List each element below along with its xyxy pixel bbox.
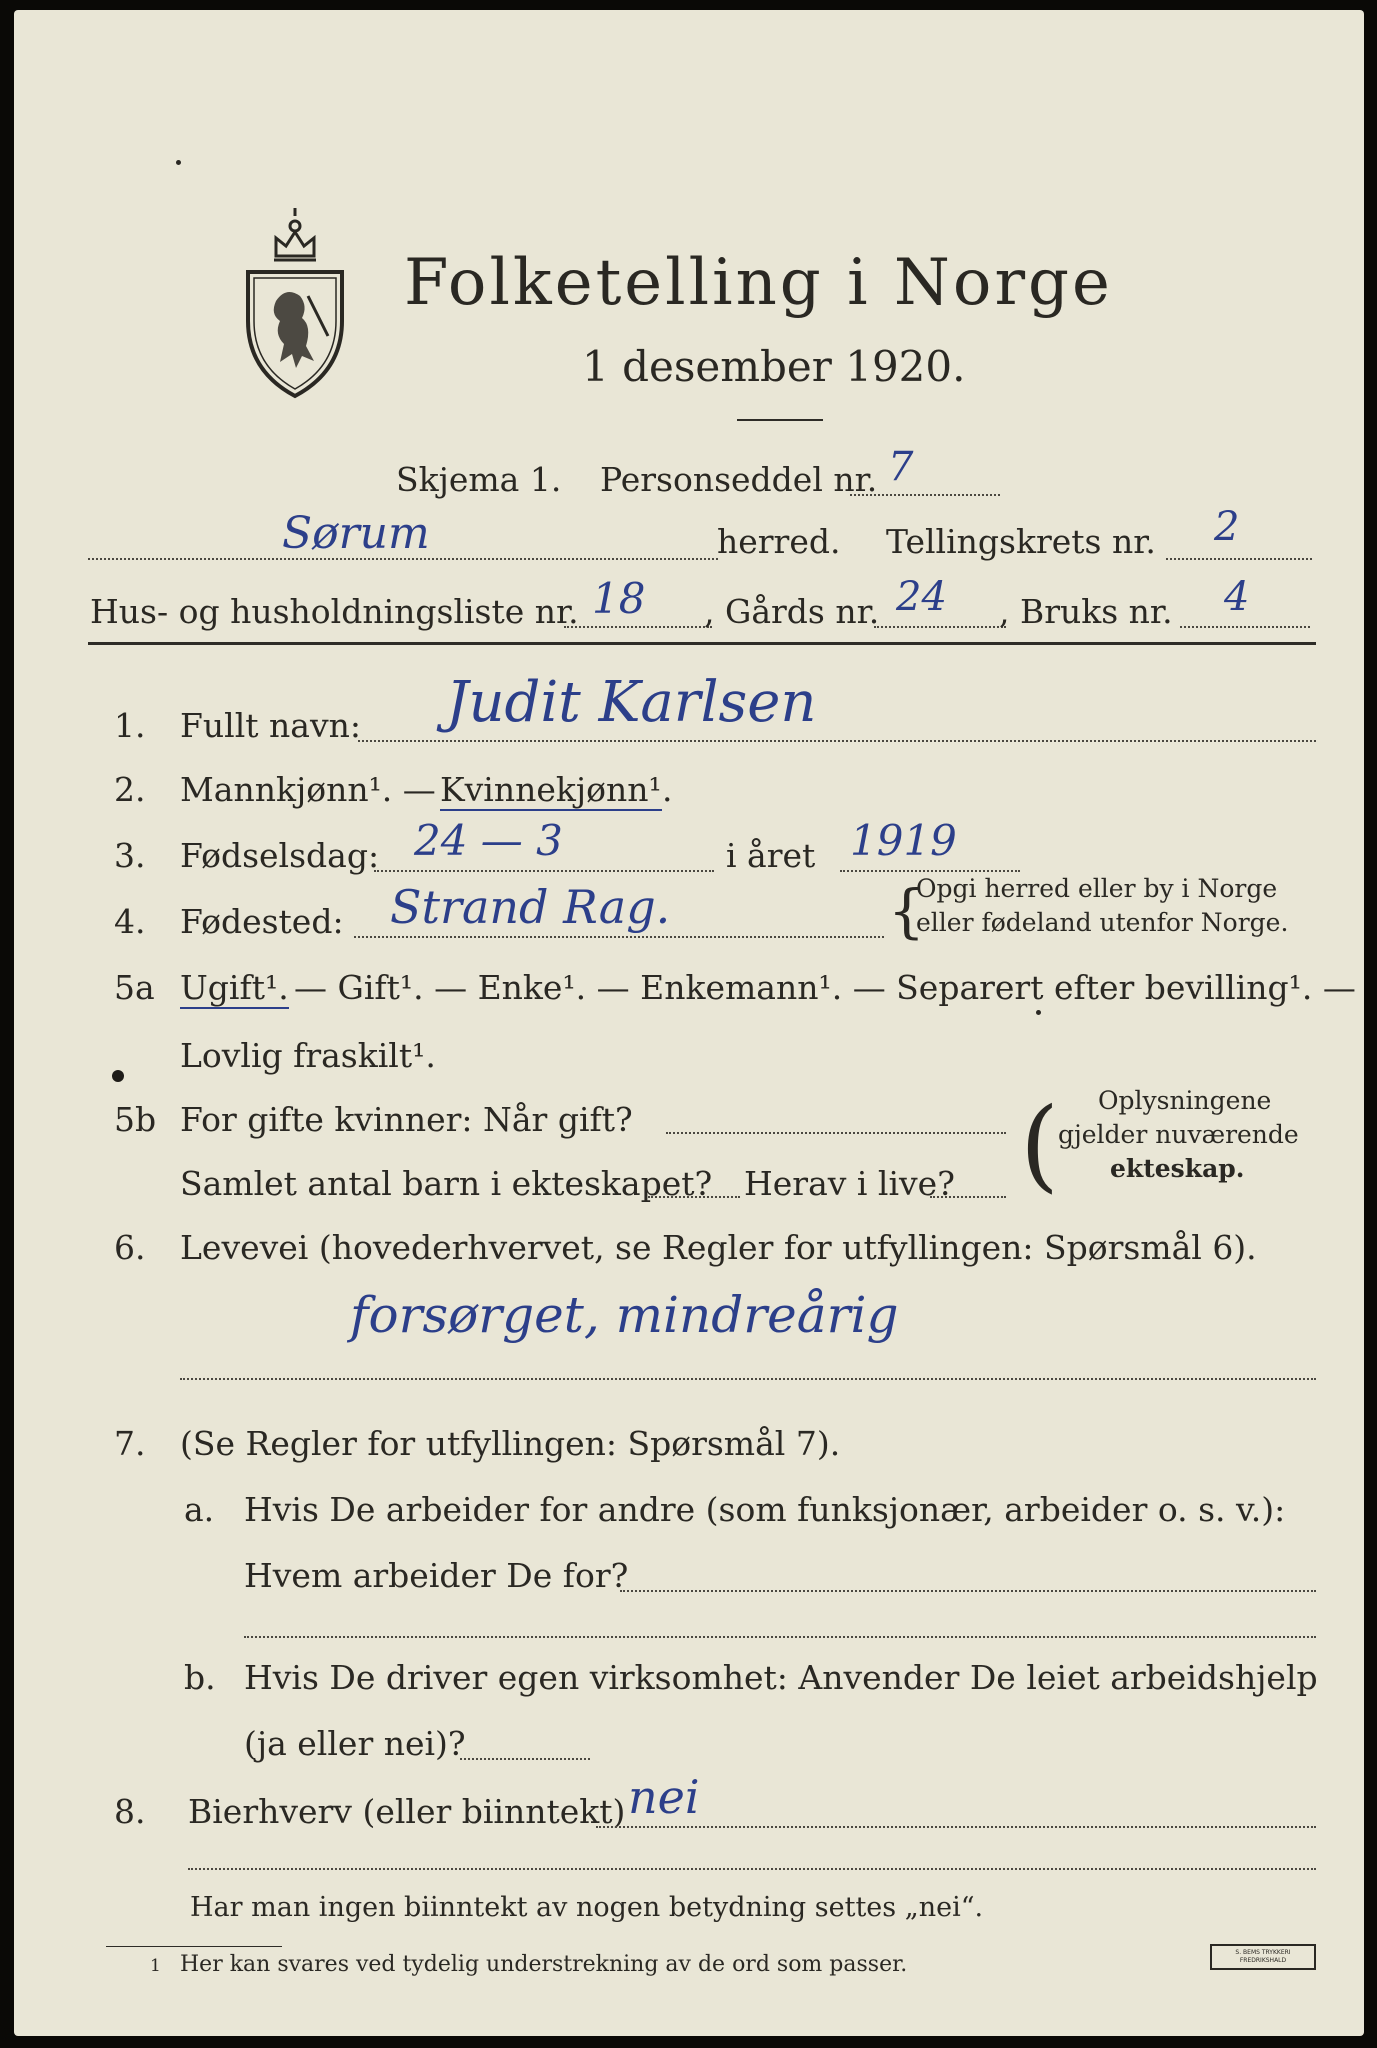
husliste-label: Hus- og husholdningsliste nr. [90, 592, 579, 631]
q5b-note-line3: ekteskap. [1110, 1154, 1245, 1183]
footnote-rule [106, 1946, 282, 1947]
q4-number: 4. [114, 902, 146, 941]
q5a-number: 5a [114, 968, 155, 1007]
q2-end: . [662, 770, 673, 809]
q4-note-line2: eller fødeland utenfor Norge. [916, 908, 1289, 937]
q4-field-line [354, 936, 884, 938]
q3-field-line [374, 870, 714, 872]
q7a-line2: Hvem arbeider De for? [244, 1556, 629, 1595]
q5a-line2: Lovlig fraskilt¹. [180, 1036, 436, 1075]
q7-label: (Se Regler for utfyllingen: Spørsmål 7). [180, 1424, 841, 1463]
bruks-field-line [1180, 626, 1310, 628]
header-rule [88, 642, 1316, 645]
tellingskrets-value: 2 [1214, 504, 1240, 550]
q5b-children-label: Samlet antal barn i ekteskapet? [180, 1164, 713, 1203]
ink-speck [1036, 1010, 1041, 1015]
q2-number: 2. [114, 770, 146, 809]
title-divider [737, 419, 823, 421]
q1-number: 1. [114, 706, 146, 745]
footnote-mark: 1 [150, 1956, 161, 1976]
q6-number: 6. [114, 1228, 146, 1267]
form-title: Folketelling i Norge [404, 246, 1113, 320]
q4-note-brace: { [888, 877, 925, 945]
occupation-value: forsørget, mindreårig [350, 1286, 899, 1344]
full-name-value: Judit Karlsen [446, 670, 817, 735]
nei-instruction: Har man ingen biinntekt av nogen betydning settes „nei“. [190, 1892, 984, 1923]
q8-label: Bierhverv (eller biinntekt) [188, 1792, 626, 1831]
q7a-letter: a. [184, 1490, 215, 1529]
gards-label: , Gårds nr. [704, 592, 880, 631]
herred-value: Sørum [282, 508, 430, 559]
ink-speck [112, 1070, 124, 1082]
q5b-alive-line [930, 1196, 1006, 1198]
q1-field-line [358, 740, 1316, 742]
q7a-field-line-2 [244, 1636, 1316, 1638]
ink-speck [176, 160, 181, 165]
q2-female-option: Kvinnekjønn¹ [440, 770, 662, 809]
q3-label: Fødselsdag: [180, 836, 380, 875]
q8-field-line [596, 1826, 1316, 1828]
tellingskrets-field-line [1166, 558, 1312, 560]
q3-year-field-line [840, 870, 1020, 872]
personseddel-field-line [850, 494, 1000, 496]
q5b-alive-label: Herav i live? [744, 1164, 955, 1203]
printer-stamp-text: S. BEMS TRYKKERI FREDRIKSHALD [1235, 1949, 1291, 1964]
birthdate-value: 24 — 3 [414, 816, 563, 865]
q2-male-option: Mannkjønn¹. — [180, 770, 436, 809]
q5b-number: 5b [114, 1100, 157, 1139]
side-income-value: nei [628, 1770, 700, 1824]
q3-year-label: i året [726, 836, 816, 875]
q3-number: 3. [114, 836, 146, 875]
q7b-field-line [460, 1758, 590, 1760]
q7a-line1: Hvis De arbeider for andre (som funksjonær, arbeider o. s. v.): [244, 1490, 1286, 1529]
printer-stamp [1210, 1944, 1316, 1970]
tellingskrets-label: Tellingskrets nr. [886, 522, 1156, 561]
q7a-field-line [620, 1590, 1316, 1592]
bruks-value: 4 [1224, 574, 1250, 620]
q5a-ugift-option: Ugift¹. [180, 968, 289, 1007]
q6-field-line [180, 1378, 1316, 1380]
norwegian-coat-of-arms-emblem [236, 186, 354, 401]
schema-label: Skjema 1. [396, 460, 562, 499]
q5a-other-options: — Gift¹. — Enke¹. — Enkemann¹. — Separert efter bevilling¹. — [294, 968, 1356, 1007]
census-date: 1 desember 1920. [582, 342, 966, 391]
husliste-value: 18 [592, 574, 646, 623]
birth-year-value: 1919 [850, 816, 957, 865]
q7b-line2: (ja eller nei)? [244, 1724, 466, 1763]
q5b-note-line2: gjelder nuværende [1058, 1120, 1299, 1149]
q7b-line1: Hvis De driver egen virksomhet: Anvender De leiet arbeidshjelp [244, 1658, 1318, 1697]
husliste-field-line [564, 626, 712, 628]
q5b-note-line1: Oplysningene [1098, 1086, 1272, 1115]
personseddel-value: 7 [888, 444, 914, 490]
bruks-label: , Bruks nr. [999, 592, 1173, 631]
footnote-text: Her kan svares ved tydelig understrekning av de ord som passer. [180, 1952, 908, 1977]
q1-label: Fullt navn: [180, 706, 361, 745]
q4-label: Fødested: [180, 902, 344, 941]
q5b-when-married-line [666, 1132, 1006, 1134]
birthplace-value: Strand Rag. [390, 880, 671, 934]
gards-value: 24 [896, 574, 947, 620]
q8-number: 8. [114, 1792, 146, 1831]
census-form [14, 10, 1364, 2036]
herred-label: herred. [717, 522, 841, 561]
q8-field-line-2 [188, 1868, 1316, 1870]
q5b-note-brace: ( [1020, 1086, 1060, 1203]
q5b-when-married-label: For gifte kvinner: Når gift? [180, 1100, 633, 1139]
q7-number: 7. [114, 1424, 146, 1463]
q7b-letter: b. [184, 1658, 216, 1697]
q6-label: Levevei (hovederhvervet, se Regler for utfyllingen: Spørsmål 6). [180, 1228, 1257, 1267]
q5b-children-line [648, 1196, 740, 1198]
q4-note-line1: Opgi herred eller by i Norge [916, 874, 1278, 903]
gards-field-line [874, 626, 1006, 628]
personseddel-label: Personseddel nr. [600, 460, 878, 499]
